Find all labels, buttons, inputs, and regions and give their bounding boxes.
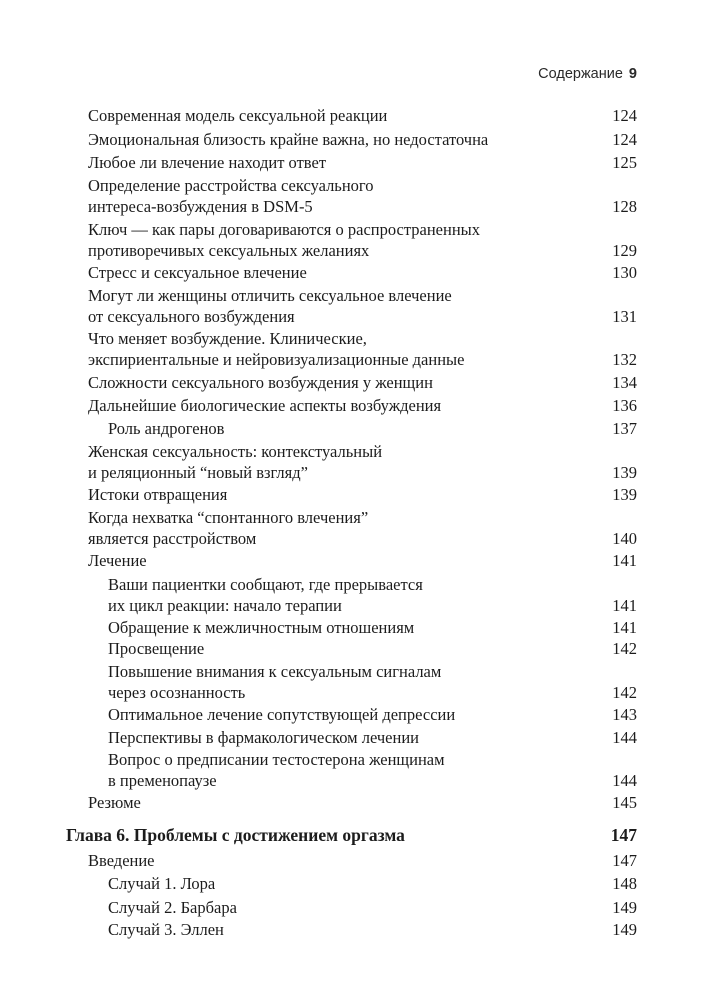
toc-entry-title-line: Современная модель сексуальной реакции bbox=[88, 106, 388, 125]
toc-entry bbox=[0, 484, 703, 505]
toc-entry-title-line: противоречивых сексуальных желаниях bbox=[88, 241, 370, 260]
toc-entry bbox=[0, 285, 703, 327]
toc-entry-title-line: и реляционный “новый взгляд” bbox=[88, 463, 308, 482]
toc-entry-title-line: Перспективы в фармакологическом лечении bbox=[108, 728, 419, 747]
toc-entry-page-number: 141 bbox=[612, 618, 637, 637]
toc-entry-title-line: Могут ли женщины отличить сексуальное влечение bbox=[88, 286, 452, 305]
toc-entry-title-line: Роль андрогенов bbox=[108, 419, 225, 438]
toc-entry bbox=[0, 661, 703, 703]
toc-entry-title-line: Лечение bbox=[88, 551, 147, 570]
toc-entry-title-line: через осознанность bbox=[108, 683, 246, 702]
toc-entry bbox=[0, 219, 703, 261]
toc-entry-page-number: 132 bbox=[612, 350, 637, 369]
toc-entry bbox=[0, 105, 703, 126]
toc-entry-title-line: Введение bbox=[88, 851, 155, 870]
toc-entry-page-number: 131 bbox=[612, 307, 637, 326]
toc-entry bbox=[0, 395, 703, 416]
toc-entry bbox=[0, 418, 703, 439]
toc-entry-title-line: Женская сексуальность: контекстуальный bbox=[88, 442, 383, 461]
toc-entry-title-line: Случай 3. Эллен bbox=[108, 920, 224, 939]
toc-entry-title-line: Истоки отвращения bbox=[88, 485, 228, 504]
toc-entry-page-number: 147 bbox=[612, 851, 637, 870]
toc-entry bbox=[0, 129, 703, 150]
toc-entry-title-line: Что меняет возбуждение. Клинические, bbox=[88, 329, 367, 348]
toc-entry-title-line: Любое ли влечение находит ответ bbox=[88, 153, 327, 172]
toc-entry bbox=[0, 638, 703, 659]
toc-entry bbox=[0, 441, 703, 483]
toc-entry-page-number: 141 bbox=[612, 596, 637, 615]
toc-entry-page-number: 144 bbox=[612, 728, 637, 747]
toc-entry-page-number: 124 bbox=[612, 130, 637, 149]
toc-entry bbox=[0, 507, 703, 549]
toc-entry-page-number: 142 bbox=[612, 683, 637, 702]
toc-entry-page-number: 142 bbox=[612, 639, 637, 658]
toc-entry bbox=[0, 175, 703, 217]
toc-entry-title-line: в пременопаузе bbox=[108, 771, 217, 790]
toc-entry-title-line: Просвещение bbox=[108, 639, 205, 658]
toc-entry-page-number: 136 bbox=[612, 396, 637, 415]
toc-entry-title-line: интереса-возбуждения в DSM-5 bbox=[88, 197, 313, 216]
toc-entry-page-number: 129 bbox=[612, 241, 637, 260]
toc-entry-title-line: Определение расстройства сексуального bbox=[88, 176, 374, 195]
running-header bbox=[538, 66, 637, 82]
toc-entry-page-number: 145 bbox=[612, 793, 637, 812]
toc-entry-title-line: Эмоциональная близость крайне важна, но недостаточна bbox=[88, 130, 489, 149]
toc-entry-page-number: 147 bbox=[610, 825, 637, 845]
toc-entry bbox=[0, 873, 703, 894]
toc-entry-title-line: Случай 1. Лора bbox=[108, 874, 216, 893]
toc-entry-title-line: Вопрос о предписании тестостерона женщинам bbox=[108, 750, 445, 769]
toc-entry bbox=[0, 152, 703, 173]
toc-entry-page-number: 139 bbox=[612, 485, 637, 504]
toc-entry-title-line: Стресс и сексуальное влечение bbox=[88, 263, 307, 282]
toc-entry bbox=[0, 727, 703, 748]
toc-entry-page-number: 148 bbox=[612, 874, 637, 893]
toc-entry bbox=[0, 850, 703, 871]
toc-entry-title-line: Глава 6. Проблемы с достижением оргазма bbox=[66, 825, 405, 845]
toc-entry-title-line: их цикл реакции: начало терапии bbox=[108, 596, 342, 615]
toc-entry-page-number: 143 bbox=[612, 705, 637, 724]
toc-chapter-entry bbox=[0, 825, 703, 846]
toc-entry-title-line: Оптимальное лечение сопутствующей депрессии bbox=[108, 705, 456, 724]
running-header-title: Содержание bbox=[538, 66, 623, 82]
toc-entry-page-number: 149 bbox=[612, 920, 637, 939]
toc-entry-title-line: Ваши пациентки сообщают, где прерывается bbox=[108, 575, 423, 594]
toc-entry bbox=[0, 617, 703, 638]
toc-entry-title-line: Резюме bbox=[88, 793, 141, 812]
toc-entry-title-line: Дальнейшие биологические аспекты возбуждения bbox=[88, 396, 442, 415]
toc-entry bbox=[0, 328, 703, 370]
toc-entry bbox=[0, 792, 703, 813]
toc-entry-page-number: 130 bbox=[612, 263, 637, 282]
toc-entry-page-number: 137 bbox=[612, 419, 637, 438]
toc-entry-page-number: 139 bbox=[612, 463, 637, 482]
toc-entry bbox=[0, 262, 703, 283]
toc-entry-page-number: 125 bbox=[612, 153, 637, 172]
toc-entry-title-line: является расстройством bbox=[88, 529, 257, 548]
toc-entry-page-number: 128 bbox=[612, 197, 637, 216]
toc-entry-title-line: экспириентальные и нейровизуализационные данные bbox=[88, 350, 465, 369]
toc-entry bbox=[0, 550, 703, 571]
toc-entry-page-number: 149 bbox=[612, 898, 637, 917]
toc-entry-title-line: Случай 2. Барбара bbox=[108, 898, 237, 917]
toc-entry bbox=[0, 574, 703, 616]
toc-entry-page-number: 134 bbox=[612, 373, 637, 392]
running-header-page-number: 9 bbox=[628, 66, 637, 82]
toc-entry bbox=[0, 704, 703, 725]
toc-entry-page-number: 124 bbox=[612, 106, 637, 125]
toc-entry bbox=[0, 897, 703, 918]
toc-entry-title-line: от сексуального возбуждения bbox=[88, 307, 295, 326]
toc-entry-page-number: 141 bbox=[612, 551, 637, 570]
toc-entry-title-line: Повышение внимания к сексуальным сигналам bbox=[108, 662, 442, 681]
toc-entry bbox=[0, 372, 703, 393]
toc-entry-title-line: Сложности сексуального возбуждения у женщин bbox=[88, 373, 433, 392]
toc-entry-title-line: Обращение к межличностным отношениям bbox=[108, 618, 415, 637]
toc-entry bbox=[0, 749, 703, 791]
toc-entry bbox=[0, 919, 703, 940]
toc-entry-title-line: Когда нехватка “спонтанного влечения” bbox=[88, 508, 369, 527]
toc-entry-title-line: Ключ — как пары договариваются о распространенных bbox=[88, 220, 480, 239]
toc-entry-page-number: 144 bbox=[612, 771, 637, 790]
toc-entry-page-number: 140 bbox=[612, 529, 637, 548]
